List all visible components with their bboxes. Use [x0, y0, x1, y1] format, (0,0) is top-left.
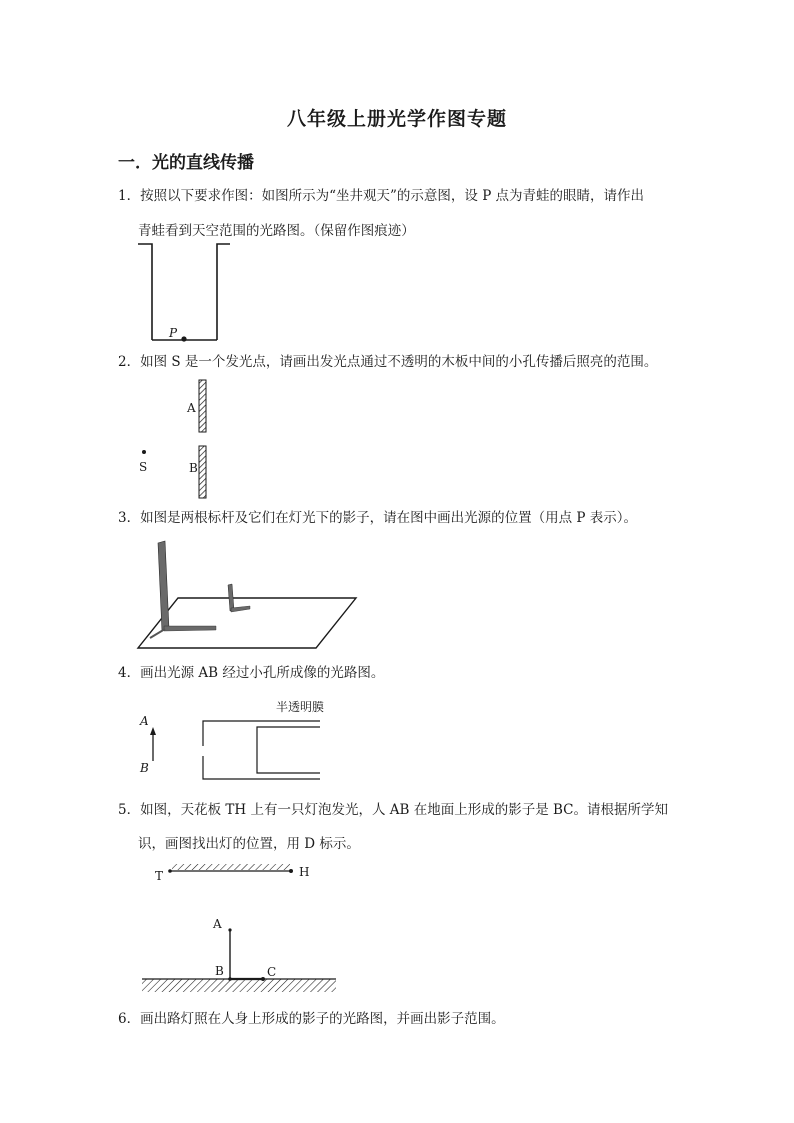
frog-eye-point	[181, 336, 186, 341]
pole-left	[158, 541, 169, 631]
question-3	[118, 503, 637, 533]
ground-plane	[138, 598, 356, 648]
figure-poles	[138, 538, 363, 656]
label-film: 半透明膜	[276, 700, 325, 714]
light-point-s	[142, 450, 146, 454]
well-wall-right	[217, 244, 230, 340]
shadow-left	[164, 626, 216, 631]
question-1	[118, 181, 644, 211]
question-number: 6．	[118, 1011, 141, 1027]
ceiling-hatch	[172, 864, 290, 870]
question-text: 画出路灯照在人身上形成的影子的光路图，并画出影子范围。	[140, 1011, 505, 1027]
figure-ceiling	[140, 858, 340, 998]
arrow-head-icon	[150, 727, 156, 735]
question-4	[118, 658, 384, 688]
point-h	[289, 869, 293, 873]
question-number: 2．	[118, 354, 141, 370]
question-6	[118, 1004, 505, 1034]
board-lower	[199, 446, 206, 498]
page-title: 八年级上册光学作图专题	[286, 108, 507, 130]
label-a: A	[187, 401, 196, 415]
figure-board	[136, 378, 226, 503]
question-text: 如图是两根标杆及它们在灯光下的影子，请在图中画出光源的位置（用点 P 表示）。	[140, 510, 638, 526]
figure-pinhole	[136, 696, 336, 786]
label-h: H	[299, 865, 310, 879]
pole-right	[228, 584, 234, 611]
label-a: A	[140, 714, 149, 728]
section-heading: 一．光的直线传播	[118, 153, 254, 173]
box-outline	[203, 721, 320, 746]
label-c: C	[267, 965, 277, 979]
label-p: P	[169, 326, 178, 340]
question-5	[118, 795, 668, 825]
question-5-continued: 识，画图找出灯的位置，用 D 标示。	[138, 836, 360, 852]
figure-well	[138, 240, 238, 345]
label-b: B	[215, 964, 224, 978]
question-number: 5．	[118, 802, 141, 818]
question-number: 3．	[118, 510, 141, 526]
label-b: B	[140, 761, 149, 775]
question-text: 如图 S 是一个发光点，请画出发光点通过不透明的木板中间的小孔传播后照亮的范围。	[140, 354, 658, 370]
point-c	[261, 977, 265, 981]
board-upper	[199, 380, 206, 432]
question-2	[118, 347, 657, 377]
label-a: A	[213, 917, 222, 931]
well-wall-left	[138, 244, 152, 340]
question-1-continued: 青蛙看到天空范围的光路图。（保留作图痕迹）	[138, 223, 415, 239]
point-t	[168, 869, 172, 873]
question-text: 如图，天花板 TH 上有一只灯泡发光，人 AB 在地面上形成的影子是 BC。请根据所学知	[140, 802, 668, 818]
question-number: 1．	[118, 188, 141, 204]
point-b	[228, 977, 232, 981]
point-a	[228, 928, 231, 931]
ground-hatch	[142, 979, 336, 992]
question-text: 画出光源 AB 经过小孔所成像的光路图。	[140, 665, 385, 681]
question-text: 按照以下要求作图：如图所示为“坐井观天”的示意图，设 P 点为青蛙的眼睛，请作出	[140, 188, 645, 204]
question-number: 4．	[118, 665, 141, 681]
label-s: S	[139, 460, 148, 474]
label-t: T	[155, 869, 164, 883]
box-outline-lower	[203, 756, 320, 779]
label-b: B	[189, 461, 198, 475]
translucent-film	[257, 727, 320, 773]
